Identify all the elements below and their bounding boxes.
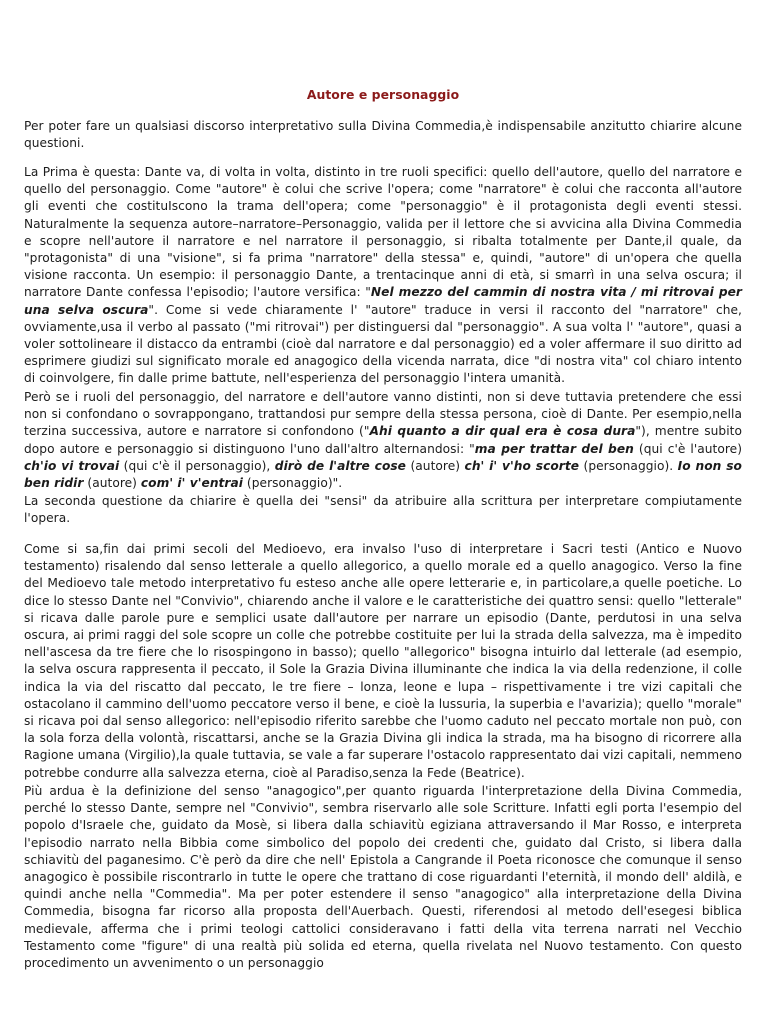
quote-nel-mezzo: Nel mezzo del cammin di nostra vita / mi ritrovai per una selva oscura (24, 285, 742, 317)
paragraph-roles-text-2: ". Come si vede chiaramente l' "autore" traduce in versi il racconto del "narratore" che, ovviamente,usa il verbo al passato ("mi ritrovai") per distinguersi dal "personaggio". A sua volta l' "autore", quasi a voler sottolineare il distacco da entrambi (cioè dal narratore e dal personaggio) ed a voler affermare il suo diritto ad esprimere giudizi sul significato morale ed anagogico della vicenda narrata, dice "di nostra vita" col chiaro intento di coinvolgere, fin dalle prime battute, nell'esperienza del personaggio l'intera umanità. (24, 302, 742, 386)
paragraph-roles-text: La Prima è questa: Dante va, di volta in volta, distinto in tre ruoli specifici: quello dell'autore, quello del narratore e quello del personaggio. Come "autore" è colui che scrive l'opera; come "narratore" è colui che racconta all'autore gli eventi che costituIscono la trama dell'opera; come "personaggio" è il protagonista degli eventi stessi. Naturalmente la sequenza autore–narratore–Personaggio, valida per il lettore che si avvicina alla Divina Commedia e scopre nell'autore il narratore e nel narratore il personaggio, si ribalta totalmente per Dante,il quale, da "protagonista" di una "visione", si fa prima "narratore" della stessa" e, quindi, "autore" di un'opera che quella visione racconta. Un esempio: il personaggio Dante, a trentacinque anni di età, si smarrì in una selva oscura; il narratore Dante confessa l'episodio; l'autore versifica: " (24, 165, 742, 300)
overlap-text-e: (autore) (406, 458, 465, 473)
quote-chio-vi-trovai: ch'io vi trovai (24, 458, 120, 473)
overlap-text-h: (personaggio)". (243, 476, 343, 491)
quote-io-non-so: Io non so ben ridir (24, 458, 742, 491)
quote-diro-de-laltre: dirò de l'altre cose (274, 458, 406, 473)
quote-ma-per-trattar: ma per trattar del ben (474, 441, 634, 456)
overlap-text-f: (personaggio). (579, 458, 678, 473)
paragraph-medieval: Come si sa,fin dai primi secoli del Medioevo, era invalso l'uso di interpretare i Sacri testi (Antico e Nuovo testamento) risalendo dal senso letterale a quello allegorico, a quello morale ed a quello anagogico. Verso la fine del Medioevo tale metodo interpretativo fu esteso anche alle opere letterarie e, in particolare,a quelle poetiche. Lo dice lo stesso Dante nel "Convivio", chiarendo anche il valore e le caratteristiche dei quattro sensi: quello "letterale" si ricava dalle parole pure e semplici usate dall'autore per narrare un episodio (Dante, perdutosi in una selva oscura, ai primi raggi del sole scopre un colle che potrebbe costituite per lui la strada della salvezza, ma è impedito nell'ascesa da tre fiere che lo risospingono in basso); quello "allegorico" bisogna intuirlo dal letterale (ad esempio, la selva oscura rappresenta il peccato, il Sole la Grazia Divina illuminante che indica la via della redenzione, il colle indica la via del riscatto dal peccato, le tre fiere – lonza, leone e lupa – rispettivamente i tre vizi capitali che ostacolano il cammino dell'uomo peccatore verso il bene, e cioè la lussuria, la superbia e l'avarizia); quello "morale" si ricava poi dal senso allegorico: nell'episodio riferito sarebbe che l'uomo caduto nel peccato mortale non può, con la sola forza della volontà, riscattarsi, anche se la Grazia Divina gli indica la strada, ma ha bisogno di ricorrere alla Ragione umana (Virgilio),la quale tuttavia, se vale a far superare l'ostacolo rappresentato dai vizi capitali, nemmeno potrebbe condurre alla salvezza eterna, cioè al Paradiso,senza la Fede (Beatrice). (24, 542, 742, 780)
paragraph-anagogic: Più ardua è la definizione del senso "anagogico",per quanto riguarda l'interpretazione della Divina Commedia, perché lo stesso Dante, sempre nel "Convivio", sembra riservarlo alle sole Scritture. Infatti egli porta l'esempio del popolo d'Israele che, guidato da Mosè, si libera dalla schiavitù egiziana attraversando il Mar Rosso, e interpreta l'episodio narrato nella Bibbia come simbolico del popolo dei credenti che, guidato dal Cristo, si libera dalla schiavitù del paganesimo. C'è però da dire che nell' Epistola a Cangrande il Poeta riconosce che comunque il senso anagogico è possibile riscontrarlo in tutte le opere che trattano di cose riguardanti l'eternità, il mondo dell' aldilà, e quindi anche nella "Commedia". Ma per poter estendere il senso "anagogico" alla interpretazione della Divina Commedia, bisogna far ricorso alla proposta dell'Auerbach. Questi, riferendosi al metodo dell'esegesi biblica medievale, afferma che i primi teologi cattolici consideravano i fatti della vita terrena narrati nel Vecchio Testamento come "figure" di una realtà più solida ed eterna, quella rivelata nel Nuovo testamento. Con questo procedimento un avvenimento o un personaggio (24, 784, 742, 971)
overlap-text-g: (autore) (83, 476, 141, 491)
overlap-text-d: (qui c'è il personaggio), (119, 458, 275, 473)
paragraph-overlap (24, 389, 742, 492)
overlap-text-a: Però se i ruoli del personaggio, del narratore e dell'autore vanno distinti, non si deve tuttavia pretendere che essi non si confondano o sovrappongano, trattandosi pur sempre della stessa persona, cioè di Dante. Per esempio,nella terzina successiva, autore e narratore si confondono (" (24, 390, 742, 439)
overlap-text-b: "), mentre subito dopo autore e personaggio si distinguono l'uno dall'altro alternandosi: " (24, 424, 742, 456)
overlap-text-c: (qui c'è l'autore) (633, 441, 743, 456)
document-title: Autore e personaggio (306, 87, 460, 102)
paragraph-roles (24, 164, 742, 388)
paragraph-intro: Per poter fare un qualsiasi discorso interpretativo sulla Divina Commedia,è indispensabile anzitutto chiarire alcune questioni. (24, 119, 742, 151)
quote-com-i-ventrai: com' i' v'entrai (140, 476, 243, 491)
paragraph-senses: La seconda questione da chiarire è quella dei "sensi" da atribuire alla scrittura per interpretare compiutamente l'opera. (24, 494, 742, 526)
quote-chi-vho-scorte: ch' i' v'ho scorte (464, 458, 580, 473)
quote-ahi-quanto: Ahi quanto a dir qual era è cosa dura (369, 424, 636, 439)
